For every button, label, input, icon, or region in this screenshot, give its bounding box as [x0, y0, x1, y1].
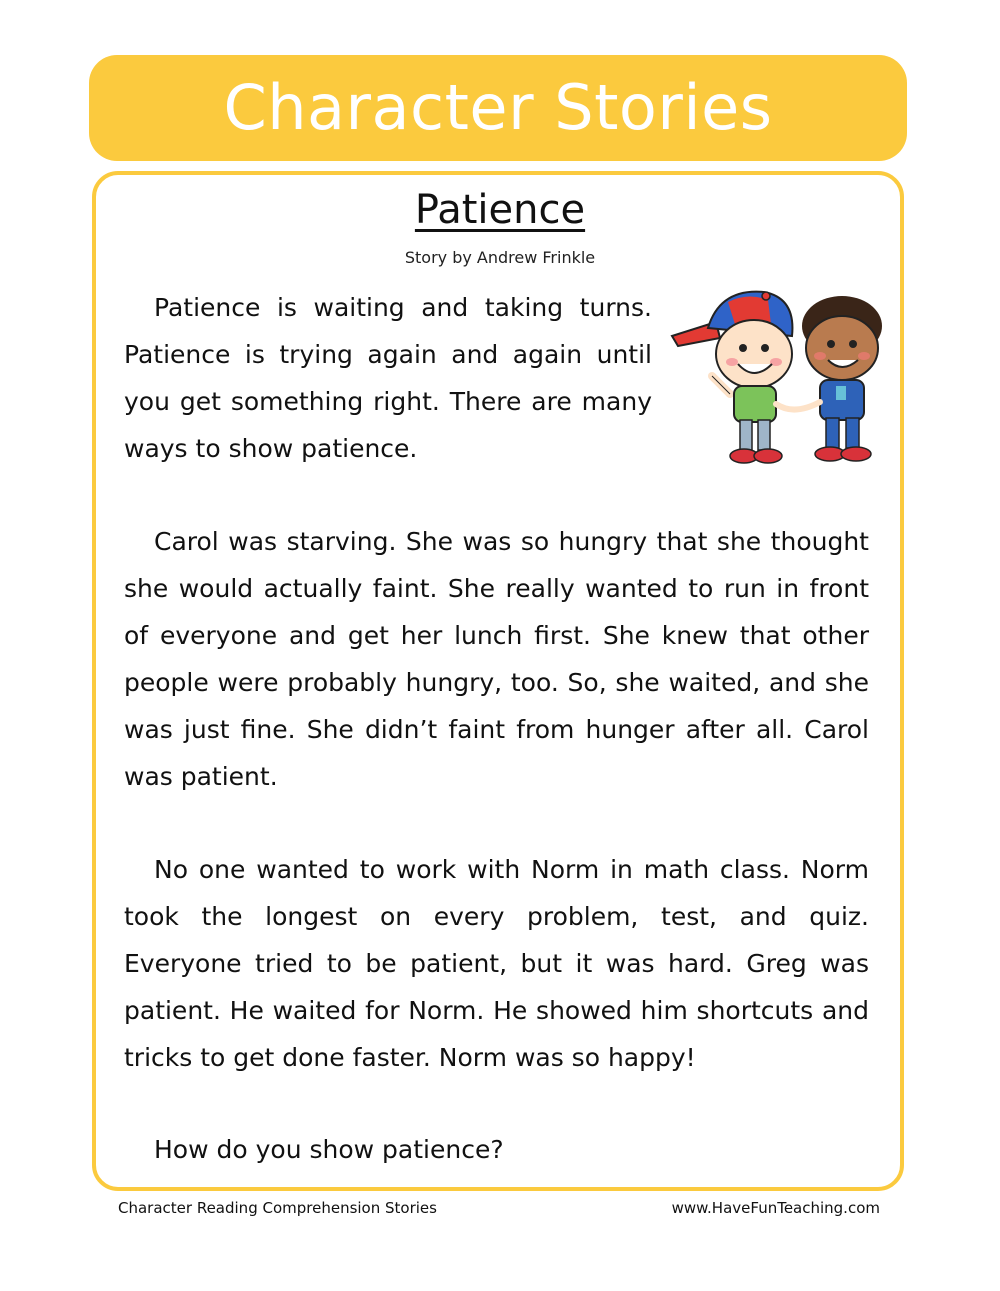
story-byline: Story by Andrew Frinkle [404, 248, 596, 267]
footer-website: www.HaveFunTeaching.com [671, 1199, 880, 1217]
two-boys-illustration [668, 282, 900, 468]
story-paragraph-3: No one wanted to work with Norm in math class. Norm took the longest on every problem, test, and quiz. Everyone tried to be patient, but it was hard. Greg was patient. He waited for Norm. He showed him shortcuts and tricks to get done faster. Norm was so happy! [124, 855, 869, 1072]
story-question: How do you show patience? [154, 1135, 504, 1164]
story-paragraph-2: Carol was starving. She was so hungry that she thought she would actually faint. She really wanted to run in front of everyone and get her lunch first. She knew that other people were probably hungry, too. So, she waited, and she was just fine. She didn’t faint from hunger after all. Carol was patient. [124, 527, 869, 791]
footer-source-label: Character Reading Comprehension Stories [118, 1199, 437, 1217]
page-title: Character Stories [223, 71, 773, 144]
header-banner [89, 55, 907, 161]
story-title: Patience [414, 187, 586, 233]
story-paragraph-1: Patience is waiting and taking turns. Patience is trying again and again until you get something right. There are many ways to show patience. [124, 293, 652, 463]
boy-with-cap-icon [672, 292, 792, 463]
